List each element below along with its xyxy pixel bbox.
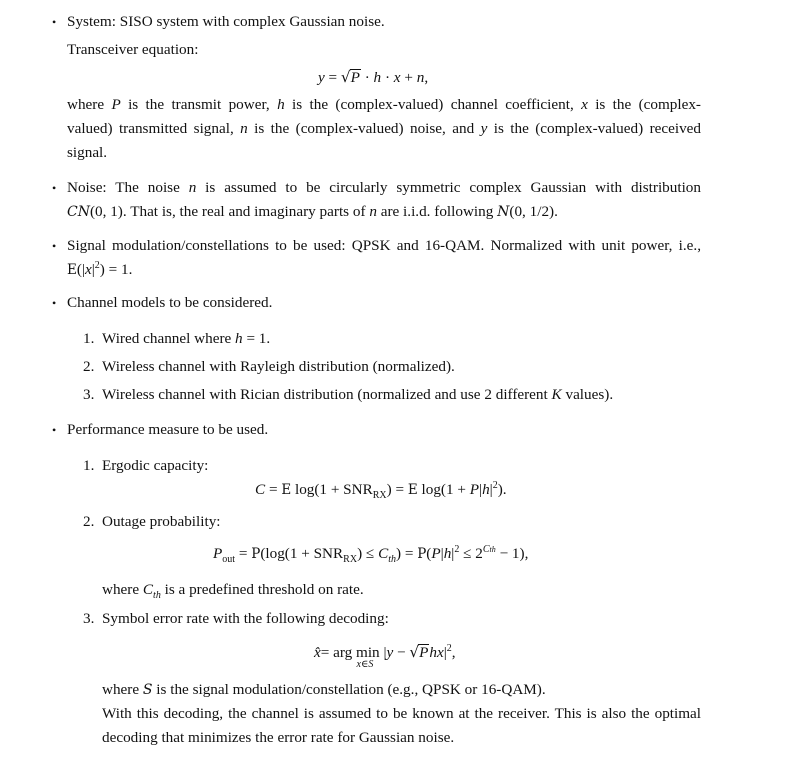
channel-heading: Channel models to be considered. <box>67 294 273 311</box>
bullet: • <box>52 296 57 310</box>
noise-line-1: Noise: The noise n is assumed to be circularly symmetric complex Gaussian with distribution <box>67 179 701 196</box>
performance-heading: Performance measure to be used. <box>67 421 269 438</box>
bullet: • <box>52 181 57 195</box>
ser-where-line: where S is the signal modulation/constellation (e.g., QPSK or 16-QAM). <box>102 681 546 698</box>
ergodic-capacity-label: 1. Ergodic capacity: <box>83 457 209 474</box>
outage-where-line: where $C_{th}$ is a predefined threshold on rate. <box>102 581 364 602</box>
channel-item-1: 1. Wired channel where h = 1. <box>83 330 271 347</box>
ser-note-line-2: decoding that minimizes the error rate for Gaussian noise. <box>102 729 455 746</box>
ser-note-line-1: With this decoding, the channel is assumed to be known at the receiver. This is also the optimal <box>102 705 701 722</box>
channel-item-2: 2. Wireless channel with Rayleigh distribution (normalized). <box>83 358 455 375</box>
ergodic-capacity-equation: C = E $\log(1 + SNR_{RX}) = E$ $\log(1 + P|h|^2)$. <box>255 479 507 502</box>
decoding-equation: x̂= arg min x∈S $|y - √Phx|^2$, <box>314 642 456 670</box>
system-description-line-2: valued) transmitted signal, n is the (complex-valued) noise, and y is the (complex-valued) received <box>67 120 701 137</box>
system-description-line-3: signal. <box>67 144 108 161</box>
transceiver-label: Transceiver equation: <box>67 41 199 58</box>
system-description-line-1: where P is the transmit power, h is the (complex-valued) channel coefficient, x is the (complex- <box>67 96 701 113</box>
bullet: • <box>52 423 57 437</box>
outage-probability-equation: $P_{out} = P(\log(1 + SNR_{RX}) \le C_{th}) = P(P|h|^2 \le 2^{Cth} - 1)$, <box>213 543 529 566</box>
channel-item-3: 3. Wireless channel with Rician distribution (normalized and use 2 different K values). <box>83 386 614 403</box>
bullet: • <box>52 15 57 29</box>
system-heading: System: SISO system with complex Gaussian noise. <box>67 13 385 30</box>
bullet: • <box>52 239 57 253</box>
modulation-line-1: Signal modulation/constellations to be used: QPSK and 16-QAM. Normalized with unit power, i.e., <box>67 237 701 254</box>
transceiver-equation: y = √P · h · x + n, <box>318 68 429 86</box>
modulation-line-2: $E(|x|^2) = 1$. <box>67 259 133 278</box>
outage-probability-label: 2. Outage probability: <box>83 513 221 530</box>
symbol-error-rate-label: 3. Symbol error rate with the following decoding: <box>83 610 389 627</box>
noise-line-2: CN(0, 1). That is, the real and imaginary parts of n are i.i.d. following N(0, 1/2). <box>67 203 558 220</box>
